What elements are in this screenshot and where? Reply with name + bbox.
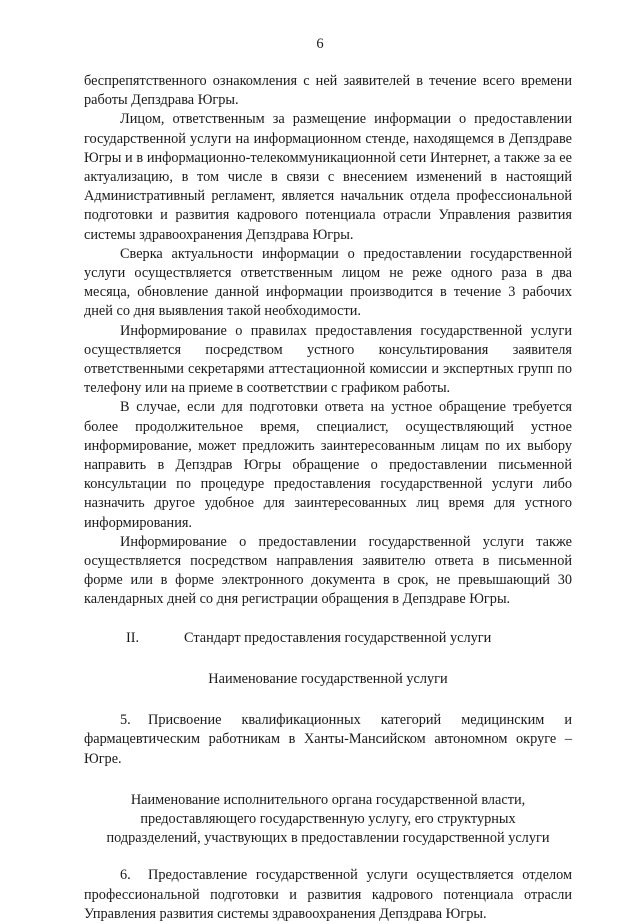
paragraph-written-response: Информирование о предоставлении государственной услуги также осуществляется посредством направления заявителю ответа в письменной форме или в форме электронного документа в срок, не превышающий 30 календарных дней со дня регистрации обращения в Депздраве Югры. — [84, 533, 572, 608]
item-6 — [84, 866, 572, 924]
subheading-executive-body-line-2: предоставляющего государственную услугу, его структурных — [140, 810, 516, 827]
item-5 — [84, 711, 572, 769]
paragraph-verification: Сверка актуальности информации о предоставлении государственной услуги осуществляется ответственным лицом не реже одного раза в два месяца, обновление данной информации производится в течение 3 рабочих дней со дня выявления такой необходимости. — [84, 245, 572, 320]
item-5-text: Присвоение квалификационных категорий медицинским и фармацевтическим работникам в Ханты-Мансийском автономном округе – Югре. — [84, 712, 572, 767]
item-6-text: Предоставление государственной услуги осуществляется отделом профессиональной подготовки и развития кадрового потенциала отрасли Управления развития системы здравоохранения Депздрава Югры. — [84, 867, 572, 922]
subheading-service-name: Наименование государственной услуги — [208, 670, 448, 687]
subheading-executive-body-line-1: Наименование исполнительного органа государственной власти, — [130, 791, 526, 808]
paragraph-oral-consulting: Информирование о правилах предоставления государственной услуги осуществляется посредством устного консультирования заявителя ответственными секретарями аттестационной комиссии и экспертных групп по телефону или на приеме в соответствии с графиком работы. — [84, 322, 572, 397]
paragraph-responsible-person: Лицом, ответственным за размещение информации о предоставлении государственной услуги на информационном стенде, находящемся в Депздраве Югры и в информационно-телекоммуникационной сети Интернет, а также за ее актуализацию, в том числе в связи с внесением изменений в настоящий Административный регламент, является начальник отдела профессиональной подготовки и развития кадрового потенциала отрасли Управления развития системы здравоохранения Депздрава Югры. — [84, 111, 572, 243]
item-6-number: 6. — [120, 867, 131, 884]
item-5-number: 5. — [120, 712, 131, 729]
page-number: 6 — [316, 36, 324, 52]
section-title: Стандарт предоставления государственной услуги — [184, 629, 492, 646]
document-body — [84, 72, 572, 924]
paragraph-extended-time: В случае, если для подготовки ответа на устное обращение требуется более продолжительное время, специалист, осуществляющий устное информирование, может предложить заинтересованным лицам по их выбору направить в Депздрав Югры обращение о предоставлении письменной консультации по процедуре предоставления государственной услуги либо назначить другое удобное для заинтересованных лиц время для устного информирования. — [84, 399, 572, 531]
subheading-executive-body-line-3: подразделений, участвующих в предоставлении государственной услуги — [106, 830, 550, 847]
paragraph-continuation: беспрепятственного ознакомления с ней заявителей в течение всего времени работы Депздрава Югры. — [84, 73, 572, 109]
section-number: II. — [126, 629, 140, 646]
section-heading — [84, 629, 572, 648]
